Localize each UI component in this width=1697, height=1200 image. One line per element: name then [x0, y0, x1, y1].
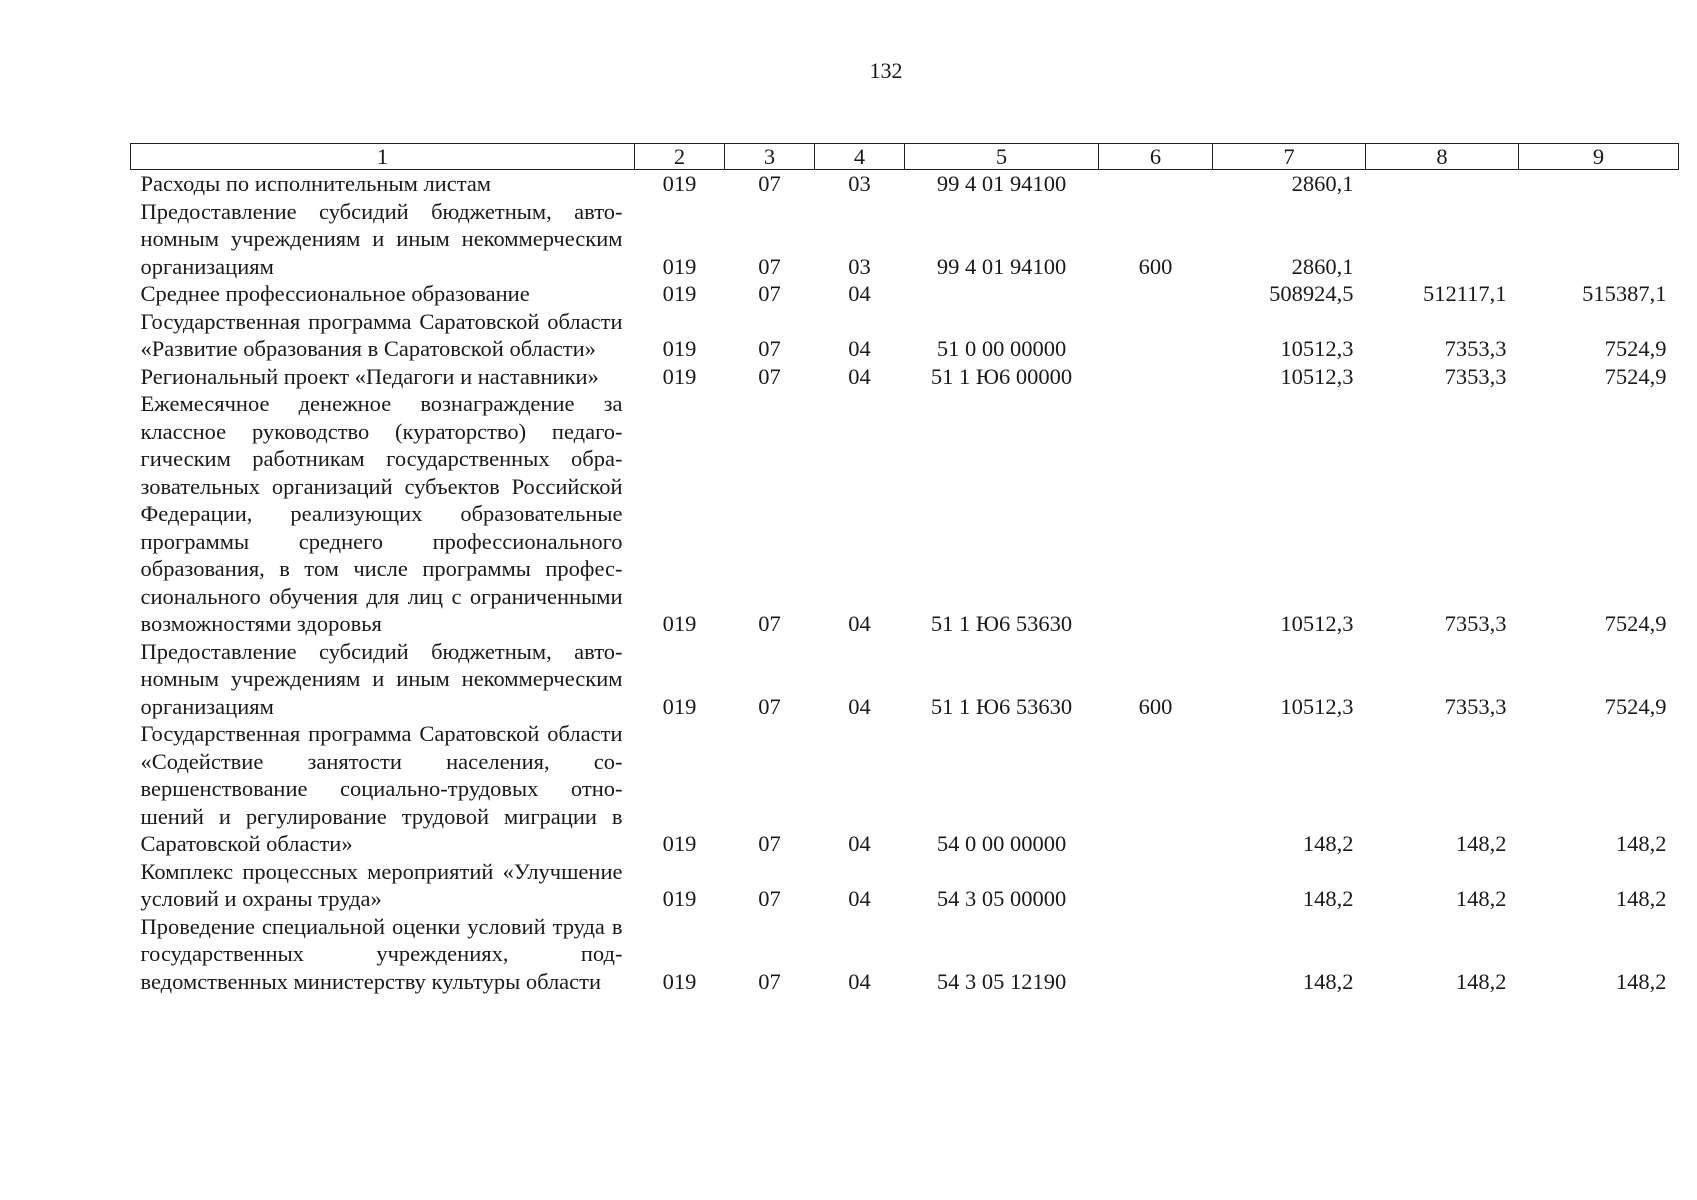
- table-row: [131, 638, 1679, 721]
- row-code-cell: 04: [848, 281, 871, 306]
- row-name-cell: Государственная программа Саратовской области «Развитие образования в Саратовской области»: [140, 308, 623, 361]
- row-code-cell: [1099, 858, 1213, 913]
- row-code-cell: 07: [758, 363, 781, 389]
- column-header: 7: [1213, 144, 1366, 170]
- row-code-cell: [1099, 913, 1213, 996]
- table-row: [131, 308, 1679, 363]
- row-code-cell: 019: [662, 831, 697, 856]
- row-code-cell: [1099, 170, 1213, 198]
- row-amount-cell: 2860,1: [1291, 253, 1354, 279]
- row-code-cell: 04: [848, 336, 871, 361]
- table-row: [131, 858, 1679, 913]
- row-amount-cell: 10512,3: [1280, 336, 1354, 361]
- row-code-cell: 99 4 01 94100: [936, 253, 1067, 279]
- page-number: 132: [869, 58, 903, 83]
- table-header: [131, 144, 1679, 170]
- row-code-cell: [1099, 720, 1213, 858]
- row-code-cell: 07: [758, 831, 781, 856]
- column-header: 8: [1366, 144, 1519, 170]
- row-code-cell: 019: [662, 336, 697, 361]
- column-header: 6: [1099, 144, 1213, 170]
- row-amount-cell: 7524,9: [1604, 363, 1667, 389]
- table-row: [131, 913, 1679, 996]
- row-code-cell: [1099, 363, 1213, 391]
- row-code-cell: 54 0 00 00000: [936, 831, 1067, 856]
- row-amount-cell: 148,2: [1615, 968, 1667, 994]
- row-code-cell: 600: [1138, 693, 1173, 719]
- row-code-cell: [1099, 308, 1213, 363]
- row-code-cell: [1099, 390, 1213, 638]
- row-code-cell: 04: [848, 693, 871, 719]
- row-code-cell: 03: [848, 171, 871, 196]
- row-name-cell: Предоставление субсидий бюджетным, автономным учреждениям и иным некоммерческим организациям: [140, 638, 623, 719]
- row-code-cell: 04: [848, 363, 871, 389]
- row-name-cell: Среднее профессиональное образование: [140, 281, 530, 306]
- row-amount-cell: 508924,5: [1269, 281, 1354, 306]
- row-amount-cell: 148,2: [1615, 886, 1667, 911]
- row-amount-cell: 148,2: [1302, 968, 1354, 994]
- row-code-cell: 019: [662, 886, 697, 911]
- row-code-cell: 07: [758, 281, 781, 306]
- row-code-cell: 99 4 01 94100: [936, 171, 1067, 196]
- row-amount-cell: 515387,1: [1582, 281, 1667, 306]
- row-name-cell: Ежемесячное денежное вознаграждение за классное руководство (кураторство) педагогическим работникам государственных образовательных организаций субъектов Российской Федерации, реализующих образовательные программы среднего профессионального образования, в том числе программы профессионального обучения для лиц с ограниченными возможностями здоровья: [140, 391, 623, 636]
- row-code-cell: 04: [848, 831, 871, 856]
- table-row: [131, 280, 1679, 308]
- row-code-cell: [905, 280, 1099, 308]
- row-code-cell: 51 0 00 00000: [936, 336, 1067, 361]
- row-amount-cell: [1519, 198, 1679, 281]
- row-name-cell: Расходы по исполнительным листам: [140, 171, 492, 196]
- row-amount-cell: 7353,3: [1444, 363, 1507, 389]
- table-row: [131, 363, 1679, 391]
- row-amount-cell: 7353,3: [1444, 611, 1507, 636]
- column-header: 4: [815, 144, 905, 170]
- table-row: [131, 390, 1679, 638]
- row-code-cell: 51 1 Ю6 53630: [930, 693, 1073, 719]
- row-amount-cell: 2860,1: [1291, 171, 1354, 196]
- row-code-cell: 04: [848, 611, 871, 636]
- row-code-cell: 019: [662, 693, 697, 719]
- row-name-cell: Предоставление субсидий бюджетным, автономным учреждениям и иным некоммерческим организациям: [140, 198, 623, 279]
- row-code-cell: 600: [1138, 253, 1173, 279]
- row-code-cell: 03: [848, 253, 871, 279]
- row-amount-cell: [1366, 198, 1519, 281]
- row-code-cell: [1099, 280, 1213, 308]
- row-amount-cell: 148,2: [1455, 886, 1507, 911]
- row-amount-cell: [1366, 170, 1519, 198]
- row-code-cell: 019: [662, 363, 697, 389]
- row-code-cell: 54 3 05 00000: [936, 886, 1067, 911]
- row-code-cell: 019: [662, 253, 697, 279]
- row-amount-cell: 10512,3: [1280, 363, 1354, 389]
- row-name-cell: Комплекс процессных мероприятий «Улучшение условий и охраны труда»: [140, 858, 623, 911]
- row-code-cell: 019: [662, 281, 697, 306]
- row-code-cell: 019: [662, 611, 697, 636]
- row-code-cell: 54 3 05 12190: [936, 968, 1067, 994]
- row-code-cell: 51 1 Ю6 53630: [930, 611, 1073, 636]
- row-amount-cell: [1519, 170, 1679, 198]
- row-amount-cell: 512117,1: [1422, 281, 1507, 306]
- header-row: [131, 144, 1679, 170]
- row-amount-cell: 10512,3: [1280, 693, 1354, 719]
- row-code-cell: 07: [758, 968, 781, 994]
- column-header: 9: [1519, 144, 1679, 170]
- row-amount-cell: 148,2: [1615, 831, 1667, 856]
- row-name-cell: Проведение специальной оценки условий труда в государственных учреждениях, подведомственных министерству культуры области: [140, 913, 623, 994]
- column-header: 5: [905, 144, 1099, 170]
- row-amount-cell: 10512,3: [1280, 611, 1354, 636]
- row-code-cell: 07: [758, 253, 781, 279]
- row-code-cell: 07: [758, 171, 781, 196]
- column-header: 1: [131, 144, 635, 170]
- row-code-cell: 019: [662, 968, 697, 994]
- table-body: [131, 170, 1679, 996]
- row-code-cell: 07: [758, 611, 781, 636]
- column-header: 3: [725, 144, 815, 170]
- row-code-cell: 07: [758, 336, 781, 361]
- table-row: [131, 170, 1679, 198]
- row-amount-cell: 7353,3: [1444, 693, 1507, 719]
- row-code-cell: 019: [662, 171, 697, 196]
- row-amount-cell: 148,2: [1302, 831, 1354, 856]
- row-code-cell: 51 1 Ю6 00000: [930, 363, 1073, 389]
- row-amount-cell: 7524,9: [1604, 336, 1667, 361]
- row-amount-cell: 7524,9: [1604, 611, 1667, 636]
- column-header: 2: [635, 144, 725, 170]
- row-amount-cell: 7524,9: [1604, 693, 1667, 719]
- row-code-cell: 04: [848, 968, 871, 994]
- table-row: [131, 198, 1679, 281]
- row-amount-cell: 148,2: [1302, 886, 1354, 911]
- row-code-cell: 04: [848, 886, 871, 911]
- row-amount-cell: 148,2: [1455, 831, 1507, 856]
- row-name-cell: Государственная программа Саратовской области «Содействие занятости населения, совершенствование социально-трудовых отношений и регулирование трудовой миграции в Саратовской области»: [140, 721, 623, 856]
- row-code-cell: 07: [758, 886, 781, 911]
- row-name-cell: Региональный проект «Педагоги и наставники»: [140, 363, 599, 389]
- budget-table: [130, 143, 1679, 995]
- row-amount-cell: 7353,3: [1444, 336, 1507, 361]
- row-amount-cell: 148,2: [1455, 968, 1507, 994]
- row-code-cell: 07: [758, 693, 781, 719]
- table-row: [131, 720, 1679, 858]
